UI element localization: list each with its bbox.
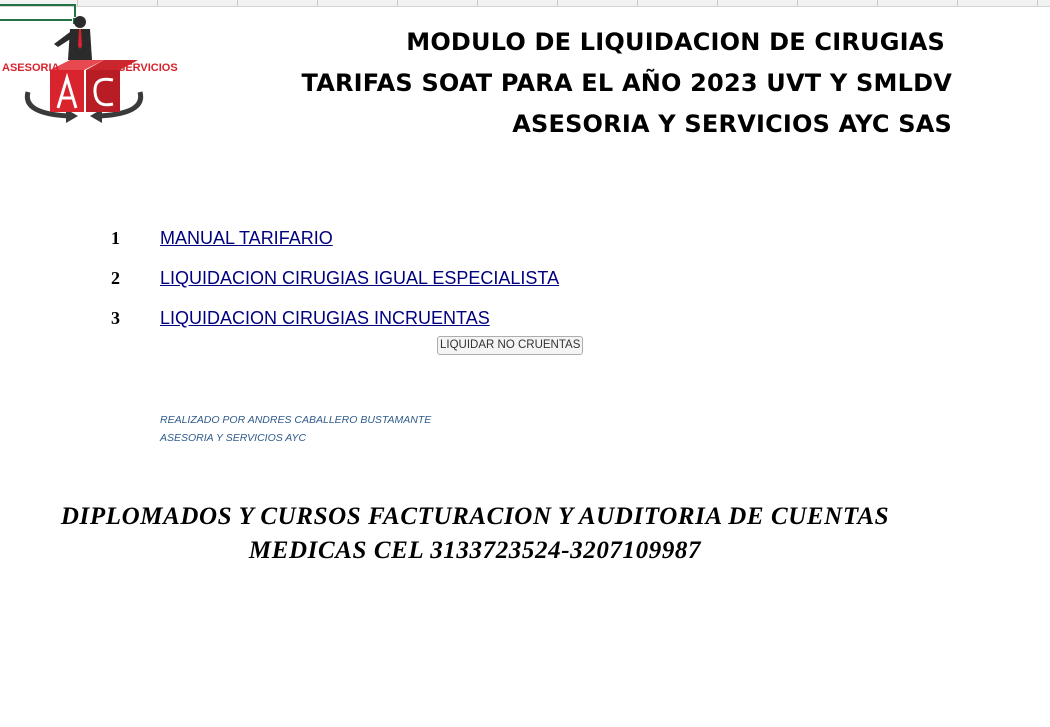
column-separator[interactable] — [237, 0, 238, 6]
promo-line-1: DIPLOMADOS Y CURSOS FACTURACION Y AUDITORIA DE CUENTAS — [60, 503, 890, 530]
column-separator[interactable] — [1037, 0, 1038, 6]
promo-line-2: MEDICAS CEL 3133723524-3207109987 — [248, 537, 702, 564]
title-company: ASESORIA Y SERVICIOS AYC SAS — [512, 110, 952, 138]
column-separator[interactable] — [717, 0, 718, 6]
column-separator[interactable] — [877, 0, 878, 6]
credit-company: ASESORIA Y SERVICIOS AYC — [160, 432, 307, 444]
link-liquidacion-igual-especialista[interactable]: LIQUIDACION CIRUGIAS IGUAL ESPECIALISTA — [160, 268, 560, 288]
column-separator[interactable] — [957, 0, 958, 6]
logo-text-left: ASESORIA — [2, 62, 60, 74]
column-separator[interactable] — [77, 0, 78, 6]
menu-number-2: 2 — [111, 268, 120, 288]
column-separator[interactable] — [157, 0, 158, 6]
column-separator[interactable] — [477, 0, 478, 6]
company-logo — [0, 14, 178, 124]
column-separator[interactable] — [637, 0, 638, 6]
title-tariffs: TARIFAS SOAT PARA EL AÑO 2023 UVT Y SMLDV — [301, 69, 952, 97]
link-liquidacion-incruentas[interactable]: LIQUIDACION CIRUGIAS INCRUENTAS — [160, 308, 490, 328]
column-separator[interactable] — [397, 0, 398, 6]
column-header-strip[interactable] — [0, 0, 1050, 7]
link-manual-tarifario[interactable]: MANUAL TARIFARIO — [160, 228, 333, 248]
logo-text-right: SERVICIOS — [118, 62, 178, 74]
credit-author: REALIZADO POR ANDRES CABALLERO BUSTAMANTE — [160, 414, 432, 426]
promo-banner — [0, 500, 950, 568]
menu-number-1: 1 — [111, 228, 120, 248]
menu-number-3: 3 — [111, 308, 120, 328]
column-separator[interactable] — [557, 0, 558, 6]
column-separator[interactable] — [797, 0, 798, 6]
title-module: MODULO DE LIQUIDACION DE CIRUGIAS — [406, 28, 945, 56]
logo-figure-head — [74, 16, 86, 28]
column-separator[interactable] — [317, 0, 318, 6]
liquidar-no-cruentas-button[interactable]: LIQUIDAR NO CRUENTAS — [437, 336, 583, 355]
